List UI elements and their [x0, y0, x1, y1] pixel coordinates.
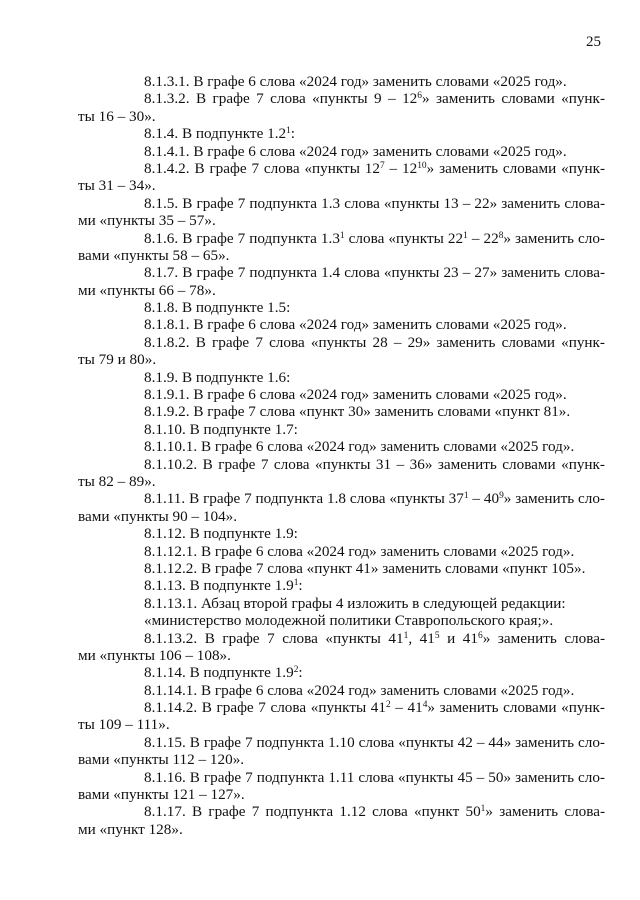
page-number: 25	[586, 34, 601, 50]
superscript: 7	[379, 161, 385, 172]
superscript: 6	[417, 91, 422, 102]
text-run: 8.1.9. В подпункте 1.6:	[144, 368, 291, 386]
text-run: 8.1.10. В подпункте 1.7:	[144, 420, 298, 438]
text-line	[78, 299, 605, 316]
text-line	[78, 560, 605, 577]
text-run: 8.1.3.1. В графе 6 слова «2024 год» заменить словами «2025 год».	[144, 73, 567, 90]
text-line	[78, 125, 605, 142]
text-line	[78, 177, 605, 194]
text-line	[78, 334, 605, 351]
text-run: 8.1.13. В подпункте 1.9	[144, 577, 294, 595]
text-run: ми «пункты 106 – 108».	[78, 646, 231, 664]
text-run: 8.1.4.2. В графе 7 слова «пункты 12	[144, 159, 380, 177]
text-line	[78, 525, 605, 542]
text-run: , 41	[408, 629, 435, 647]
text-run: » заменить словами «пунк-	[426, 159, 606, 177]
text-line	[78, 421, 605, 438]
text-line	[78, 473, 605, 490]
text-run: 8.1.12.2. В графе 7 слова «пункт 41» заменить словами «пункт 105».	[144, 559, 586, 577]
superscript: 1	[463, 491, 469, 502]
text-run: :	[298, 577, 303, 595]
text-run: 8.1.13.2. В графе 7 слова «пункты 41	[144, 629, 404, 647]
text-run: – 22	[467, 229, 499, 247]
text-run: 8.1.14. В подпункте 1.9	[144, 664, 294, 682]
text-line	[78, 647, 605, 664]
text-line	[78, 282, 605, 299]
text-line	[78, 786, 605, 803]
superscript: 4	[422, 700, 428, 711]
text-run: 8.1.4.1. В графе 6 слова «2024 год» заменить словами «2025 год».	[144, 142, 567, 160]
text-line	[78, 73, 605, 90]
text-run: ты 109 – 111».	[78, 716, 170, 734]
text-line	[78, 386, 605, 403]
text-line	[78, 612, 605, 629]
text-run: 8.1.9.2. В графе 7 слова «пункт 30» заменить словами «пункт 81».	[144, 403, 571, 421]
text-line	[78, 316, 605, 333]
text-line	[78, 456, 605, 473]
text-run: ты 82 – 89».	[78, 472, 156, 490]
superscript: 1	[293, 578, 299, 589]
superscript: 1	[286, 126, 291, 137]
text-line	[78, 769, 605, 786]
text-line	[78, 751, 605, 768]
text-line	[78, 577, 605, 594]
superscript: 2	[293, 665, 299, 676]
text-run: 8.1.6. В графе 7 подпункта 1.3	[144, 229, 340, 247]
text-run: 8.1.14.2. В графе 7 слова «пункты 41	[144, 699, 386, 717]
text-run: – 40	[468, 490, 500, 508]
text-run: вами «пункты 90 – 104».	[78, 507, 238, 525]
text-run: » заменить слова-	[485, 803, 606, 821]
superscript: 10	[417, 161, 427, 172]
superscript: 2	[385, 700, 391, 711]
text-run: 8.1.3.2. В графе 7 слова «пункты 9 – 12	[144, 90, 418, 108]
text-run: 8.1.14.1. В графе 6 слова «2024 год» заменить словами «2025 год».	[144, 681, 575, 699]
text-run: ми «пункты 35 – 57».	[78, 212, 216, 230]
text-run: 8.1.16. В графе 7 подпункта 1.11 слова «пункты 45 – 50» заменить сло-	[144, 768, 605, 786]
text-run: 8.1.10.2. В графе 7 слова «пункты 31 – 36» заменить словами «пунк-	[144, 455, 605, 473]
text-run: вами «пункты 58 – 65».	[78, 246, 230, 264]
text-line	[78, 543, 605, 560]
text-run: » заменить сло-	[503, 229, 605, 247]
text-run: слова «пункты 22	[344, 229, 464, 247]
text-run: 8.1.12.1. В графе 6 слова «2024 год» заменить словами «2025 год».	[144, 542, 575, 560]
text-line	[78, 438, 605, 455]
document-body	[78, 73, 605, 838]
text-run: 8.1.8.2. В графе 7 слова «пункты 28 – 29» заменить словами «пунк-	[144, 333, 605, 351]
text-run: 8.1.13.1. Абзац второй графы 4 изложить в следующей редакции:	[144, 594, 566, 612]
text-run: вами «пункты 112 – 120».	[78, 751, 245, 769]
text-line	[78, 508, 605, 525]
superscript: 1	[339, 230, 345, 241]
text-run: и 41	[439, 629, 478, 647]
superscript: 5	[434, 630, 440, 641]
text-line	[78, 195, 605, 212]
text-line	[78, 682, 605, 699]
text-run: » заменить словами «пунк-	[427, 699, 605, 717]
text-line	[78, 90, 605, 107]
text-line	[78, 490, 605, 507]
text-run: 8.1.8.1. В графе 6 слова «2024 год» заменить словами «2025 год».	[144, 316, 567, 334]
text-run: :	[290, 125, 296, 143]
superscript: 6	[478, 630, 483, 641]
text-run: ми «пункты 66 – 78».	[78, 281, 216, 299]
text-line	[78, 734, 605, 751]
text-line	[78, 630, 605, 647]
text-line	[78, 212, 605, 229]
superscript: 8	[498, 230, 504, 241]
text-run: – 12	[384, 159, 418, 177]
text-run: 8.1.15. В графе 7 подпункта 1.10 слова «пункты 42 – 44» заменить сло-	[144, 733, 605, 751]
text-run: 8.1.8. В подпункте 1.5:	[144, 299, 291, 317]
text-line	[78, 247, 605, 264]
text-run: вами «пункты 121 – 127».	[78, 786, 245, 804]
superscript: 9	[499, 491, 504, 502]
superscript: 1	[403, 630, 409, 641]
superscript: 1	[480, 804, 486, 815]
text-line	[78, 699, 605, 716]
text-line	[78, 264, 605, 281]
text-line	[78, 803, 605, 820]
superscript: 1	[463, 230, 468, 241]
text-run: 8.1.11. В графе 7 подпункта 1.8 слова «пункты 37	[144, 490, 464, 508]
text-run: 8.1.5. В графе 7 подпункта 1.3 слова «пункты 13 – 22» заменить слова-	[144, 194, 605, 212]
text-run: ты 16 – 30».	[78, 107, 156, 125]
text-line	[78, 351, 605, 368]
text-line	[78, 160, 605, 177]
text-line	[78, 403, 605, 420]
text-line	[78, 821, 605, 838]
text-line	[78, 595, 605, 612]
text-line	[78, 230, 605, 247]
text-run: ты 31 – 34».	[78, 177, 156, 195]
text-run: » заменить словами «пунк-	[421, 90, 605, 108]
text-run: » заменить слова-	[482, 629, 605, 647]
text-run: 8.1.10.1. В графе 6 слова «2024 год» заменить словами «2025 год».	[144, 438, 575, 456]
text-line	[78, 369, 605, 386]
text-line	[78, 716, 605, 733]
text-line	[78, 143, 605, 160]
text-run: 8.1.7. В графе 7 подпункта 1.4 слова «пункты 23 – 27» заменить слова-	[144, 264, 605, 282]
text-line	[78, 664, 605, 681]
text-run: 8.1.4. В подпункте 1.2	[144, 125, 287, 143]
text-run: ты 79 и 80».	[78, 351, 157, 369]
text-run: » заменить сло-	[503, 490, 605, 508]
text-run: 8.1.9.1. В графе 6 слова «2024 год» заменить словами «2025 год».	[144, 386, 567, 404]
text-run: :	[298, 664, 303, 682]
text-run: «министерство молодежной политики Ставропольского края;».	[144, 612, 554, 630]
text-run: – 41	[390, 699, 423, 717]
text-run: ми «пункт 128».	[78, 820, 183, 838]
text-run: 8.1.12. В подпункте 1.9:	[144, 525, 298, 543]
text-run: 8.1.17. В графе 7 подпункта 1.12 слова «пункт 50	[144, 803, 481, 821]
text-line	[78, 108, 605, 125]
